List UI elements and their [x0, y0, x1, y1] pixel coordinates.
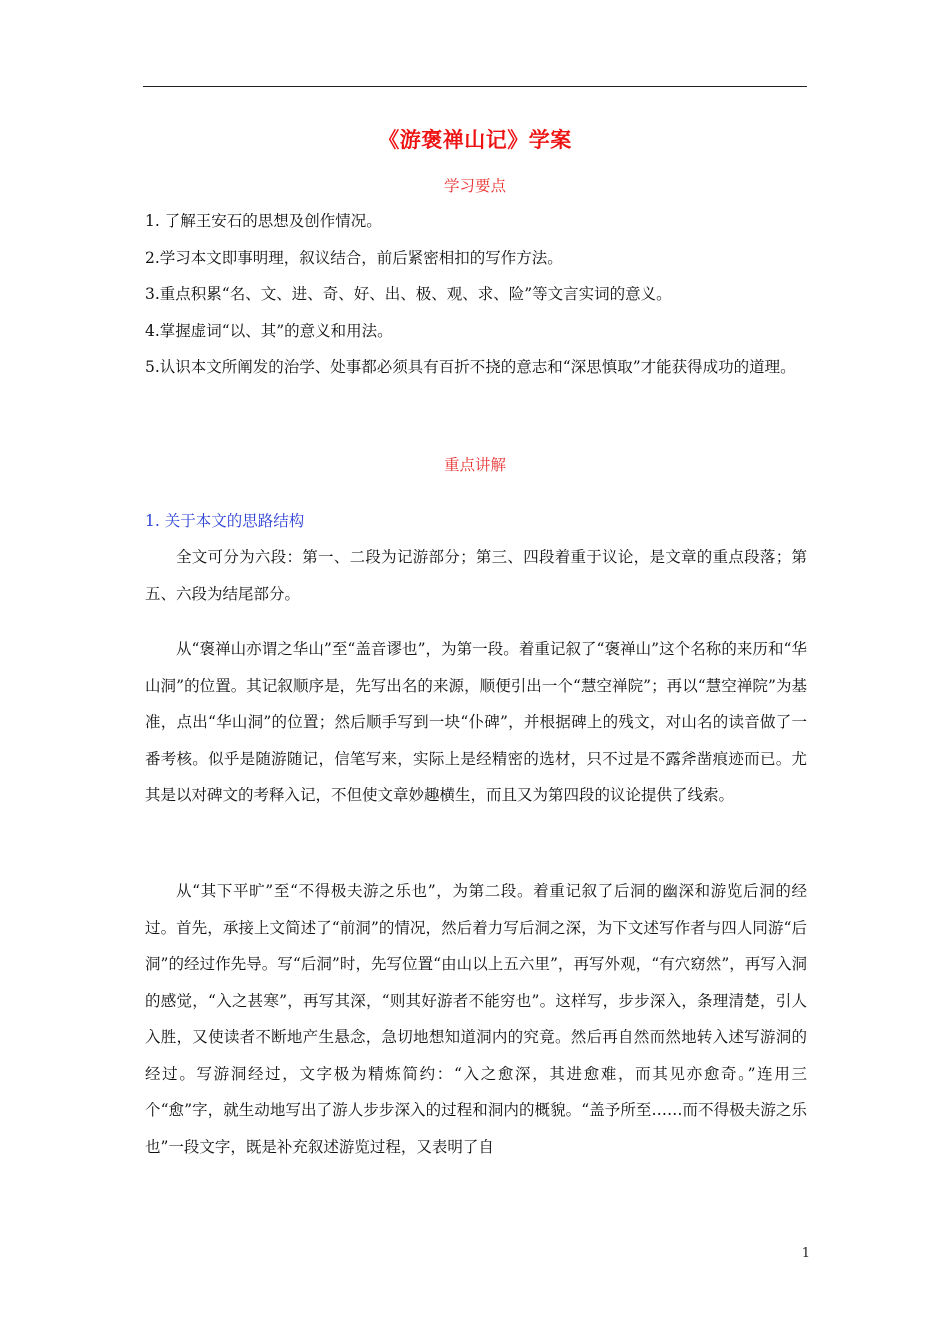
- study-point-5: 5.认识本文所阐发的治学、处事都必须具有百折不挠的意志和“深思慎取”才能获得成功的道理。: [145, 358, 796, 376]
- study-point-1: 1. 了解王安石的思想及创作情况。: [145, 212, 382, 230]
- header-rule: [143, 86, 807, 87]
- structure-subheading: 1. 关于本文的思路结构: [145, 512, 305, 530]
- page-number: 1: [801, 1246, 810, 1261]
- explanation-paragraph-3: 从“其下平旷”至“不得极夫游之乐也”，为第二段。着重记叙了后洞的幽深和游览后洞的经过。首先，承接上文简述了“前洞”的情况，然后着力写后洞之深，为下文述写作者与四人同游“后洞”的经过作先导。写“后洞”时，先写位置“由山以上五六里”，再写外观，“有穴窈然”，再写入洞的感觉，“入之甚寒”，再写其深，“则其好游者不能穷也”。这样写，步步深入，条理清楚，引人入胜，又使读者不断地产生悬念，急切地想知道洞内的究竟。然后再自然而然地转入述写游洞的经过。写游洞经过，文字极为精炼简约：“入之愈深，其进愈难，而其见亦愈奇。”连用三个“愈”字，就生动地写出了游人步步深入的过程和洞内的概貌。“盖予所至……而不得极夫游之乐也”一段文字，既是补充叙述游览过程，又表明了自: [145, 882, 807, 1156]
- study-points-heading: 学习要点: [443, 177, 506, 195]
- explanation-paragraph-3-block: [145, 873, 807, 1165]
- study-point-4: 4.掌握虚词“以、其”的意义和用法。: [145, 321, 393, 340]
- study-point-3: 3.重点积累“名、文、进、奇、好、出、极、观、求、险”等文言实词的意义。: [145, 285, 672, 303]
- document-title: 《游褒禅山记》学案: [378, 127, 572, 152]
- explanation-paragraph-1: 全文可分为六段：第一、二段为记游部分；第三、四段着重于议论，是文章的重点段落；第五、六段为结尾部分。: [145, 548, 807, 603]
- study-points-list: [145, 203, 807, 386]
- study-point-2: 2.学习本文即事明理，叙议结合，前后紧密相扣的写作方法。: [145, 248, 563, 267]
- explanation-paragraph-2-block: [145, 631, 807, 814]
- key-explanation-heading: 重点讲解: [443, 456, 506, 474]
- explanation-paragraph-1-block: [145, 539, 807, 612]
- explanation-paragraph-2: 从“褒禅山亦谓之华山”至“盖音谬也”，为第一段。着重记叙了“褒禅山”这个名称的来历和“华山洞”的位置。其记叙顺序是，先写出名的来源，顺便引出一个“慧空禅院”；再以“慧空禅院”为基准，点出“华山洞”的位置；然后顺手写到一块“仆碑”，并根据碑上的残文，对山名的读音做了一番考核。似乎是随游随记，信笔写来，实际上是经精密的选材，只不过是不露斧凿痕迹而已。尤其是以对碑文的考释入记，不但使文章妙趣横生，而且又为第四段的议论提供了线索。: [145, 640, 807, 804]
